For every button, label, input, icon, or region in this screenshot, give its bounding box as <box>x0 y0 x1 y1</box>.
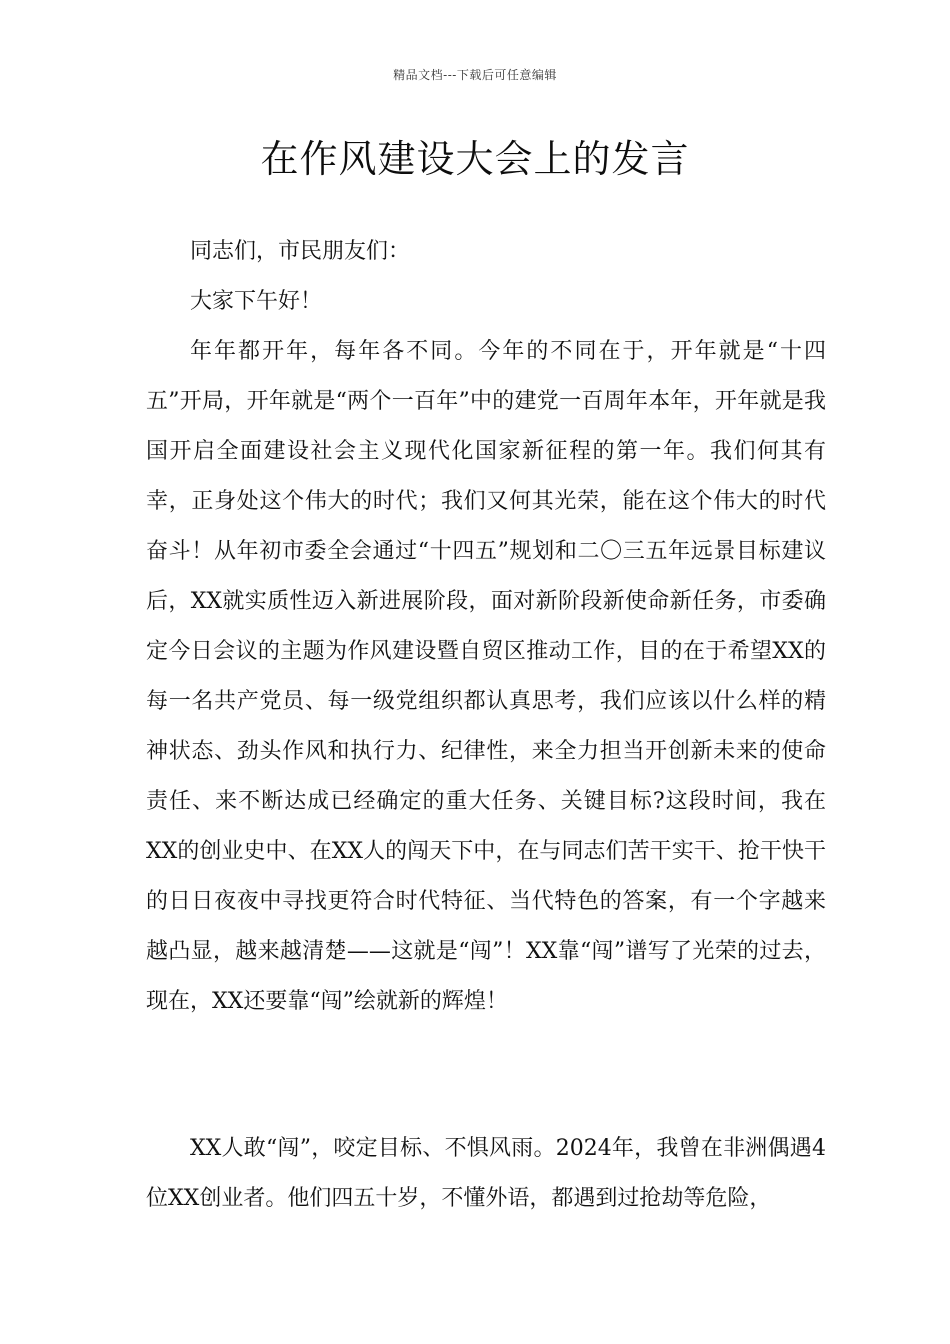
paragraph-block-1 <box>146 327 826 1027</box>
header-note: 精品文档---下载后可任意编辑 <box>393 68 557 82</box>
document-title: 在作风建设大会上的发言 <box>260 137 690 181</box>
greeting-block <box>146 277 826 327</box>
greeting-text: 大家下午好！ <box>190 289 323 314</box>
salutation-text: 同志们，市民朋友们： <box>190 239 411 264</box>
paragraph-1: 年年都开年，每年各不同。今年的不同在于，开年就是“十四五”开局，开年就是“两个一百年”中的建党一百周年本年，开年就是我国开启全面建设社会主义现代化国家新征程的第一年。我们何其有幸，正身处这个伟大的时代；我们又何其光荣，能在这个伟大的时代奋斗！从年初市委全会通过“十四五”规划和二〇三五年远景目标建议后，XX就实质性迈入新进展阶段，面对新阶段新使命新任务，市委确定今日会议的主题为作风建设暨自贸区推动工作，目的在于希望XX的每一名共产党员、每一级党组织都认真思考，我们应该以什么样的精神状态、劲头作风和执行力、纪律性，来全力担当开创新未来的使命责任、来不断达成已经确定的重大任务、关键目标?这段时间，我在XX的创业史中、在XX人的闯天下中，在与同志们苦干实干、抢干快干的日日夜夜中寻找更符合时代特征、当代特色的答案，有一个字越来越凸显，越来越清楚——这就是“闯”！XX靠“闯”谱写了光荣的过去，现在，XX还要靠“闯”绘就新的辉煌！ <box>146 339 826 1014</box>
paragraph-block-2 <box>146 1124 826 1224</box>
paragraph-2: XX人敢“闯”，咬定目标、不惧风雨。2024年，我曾在非洲偶遇4位XX创业者。他们四五十岁，不懂外语，都遇到过抢劫等危险， <box>146 1136 826 1211</box>
salutation-block <box>146 227 826 277</box>
